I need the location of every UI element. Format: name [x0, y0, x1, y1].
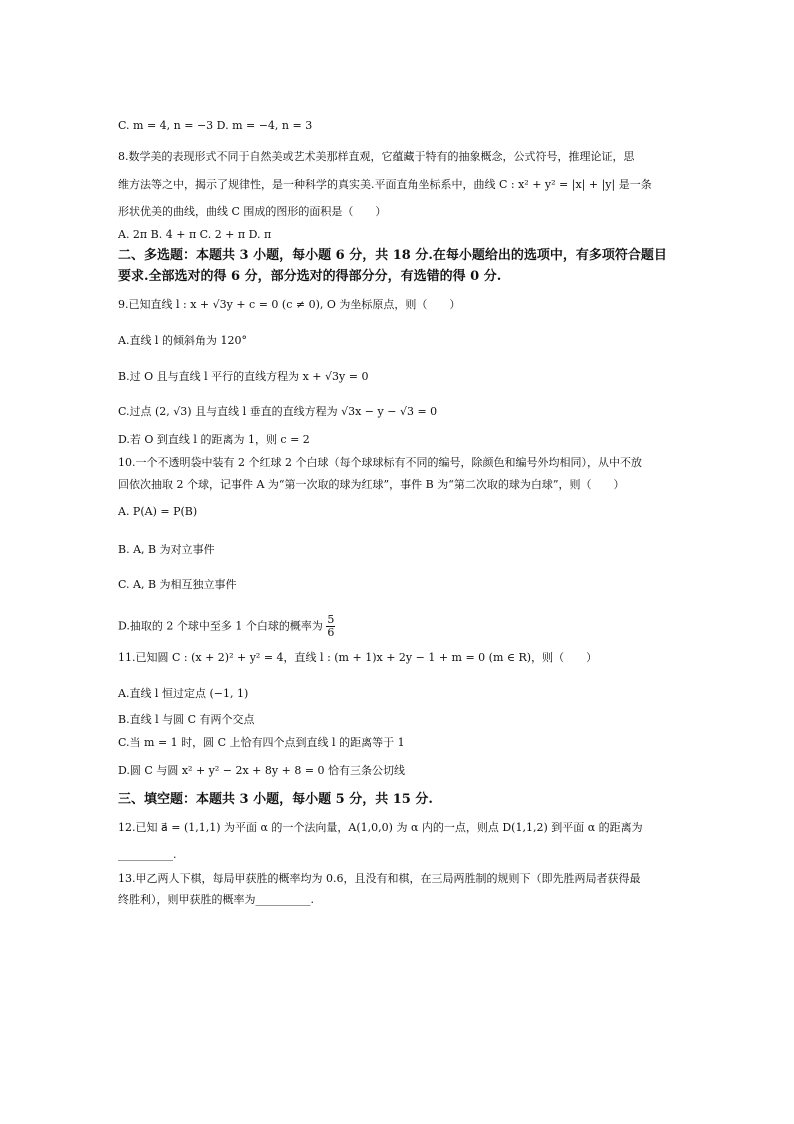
q11-option-d: D.圆 C 与圆 x² + y² − 2x + 8y + 8 = 0 恰有三条公切线: [118, 764, 406, 777]
q9-stem: 9.已知直线 l : x + √3y + c = 0 (c ≠ 0), O 为坐标原点，则（ ）: [118, 298, 461, 311]
q10-option-d-text: D.抽取的 2 个球中至多 1 个白球的概率为: [118, 619, 323, 633]
q11-option-a: A.直线 l 恒过定点 (−1, 1): [118, 687, 249, 700]
q10-option-a: A. P(A) = P(B): [118, 505, 198, 518]
q10-stem-line-2: 回依次抽取 2 个球，记事件 A 为“第一次取的球为红球”，事件 B 为“第二次取的球为白球”，则（ ）: [118, 478, 625, 491]
q13-stem-line-2: 终胜利），则甲获胜的概率为__________.: [118, 893, 314, 906]
q11-option-c: C.当 m = 1 时，圆 C 上恰有四个点到直线 l 的距离等于 1: [118, 736, 405, 749]
q8-text-line-3: 形状优美的曲线，曲线 C 围成的图形的面积是（ ）: [118, 205, 387, 218]
q7-options-cd: C. m = 4, n = −3 D. m = −4, n = 3: [118, 119, 313, 132]
fraction-numerator: 5: [327, 613, 335, 626]
q10-option-c: C. A, B 为相互独立事件: [118, 578, 237, 591]
q9-option-d: D.若 O 到直线 l 的距离为 1，则 c = 2: [118, 433, 310, 446]
q12-answer-blank: __________.: [118, 848, 177, 861]
q10-stem-line-1: 10.一个不透明袋中装有 2 个红球 2 个白球（每个球球标有不同的编号，除颜色和编号外均相同），从中不放: [118, 456, 642, 469]
q12-stem-line-1: 12.已知 a⃗ = (1,1,1) 为平面 α 的一个法向量，A(1,0,0) 为 α 内的一点，则点 D(1,1,2) 到平面 α 的距离为: [118, 821, 643, 834]
q8-options: A. 2π B. 4 + π C. 2 + π D. π: [118, 228, 272, 241]
q10-option-d: [118, 614, 335, 639]
section-2-heading-line-2: 要求.全部选对的得 6 分，部分选对的得部分分，有选错的得 0 分.: [118, 269, 502, 284]
q11-option-b: B.直线 l 与圆 C 有两个交点: [118, 713, 255, 726]
q8-text-line-1: 8.数学美的表现形式不同于自然美或艺术美那样直观，它蕴藏于特有的抽象概念，公式符号，推理论证，思: [118, 150, 635, 163]
q9-option-a: A.直线 l 的倾斜角为 120°: [118, 334, 247, 347]
q10-option-b: B. A, B 为对立事件: [118, 543, 215, 556]
q9-option-b: B.过 O 且与直线 l 平行的直线方程为 x + √3y = 0: [118, 370, 369, 383]
q11-stem: 11.已知圆 C : (x + 2)² + y² = 4，直线 l : (m + 1)x + 2y − 1 + m = 0 (m ∈ R)，则（ ）: [118, 651, 598, 664]
q10-option-d-fraction: [326, 614, 335, 639]
q13-stem-line-1: 13.甲乙两人下棋，每局甲获胜的概率均为 0.6，且没有和棋，在三局两胜制的规则下（即先胜两局者获得最: [118, 872, 641, 885]
fraction-denominator: 6: [327, 626, 335, 639]
q9-option-c: C.过点 (2, √3) 且与直线 l 垂直的直线方程为 √3x − y − √3 = 0: [118, 405, 438, 418]
section-2-heading-line-1: 二、多选题：本题共 3 小题，每小题 6 分，共 18 分.在每小题给出的选项中，有多项符合题目: [118, 248, 667, 263]
section-3-heading: 三、填空题：本题共 3 小题，每小题 5 分，共 15 分.: [118, 792, 433, 807]
q8-text-line-2: 维方法等之中，揭示了规律性，是一种科学的真实美.平面直角坐标系中，曲线 C : x² + y² = |x| + |y| 是一条: [118, 178, 652, 191]
